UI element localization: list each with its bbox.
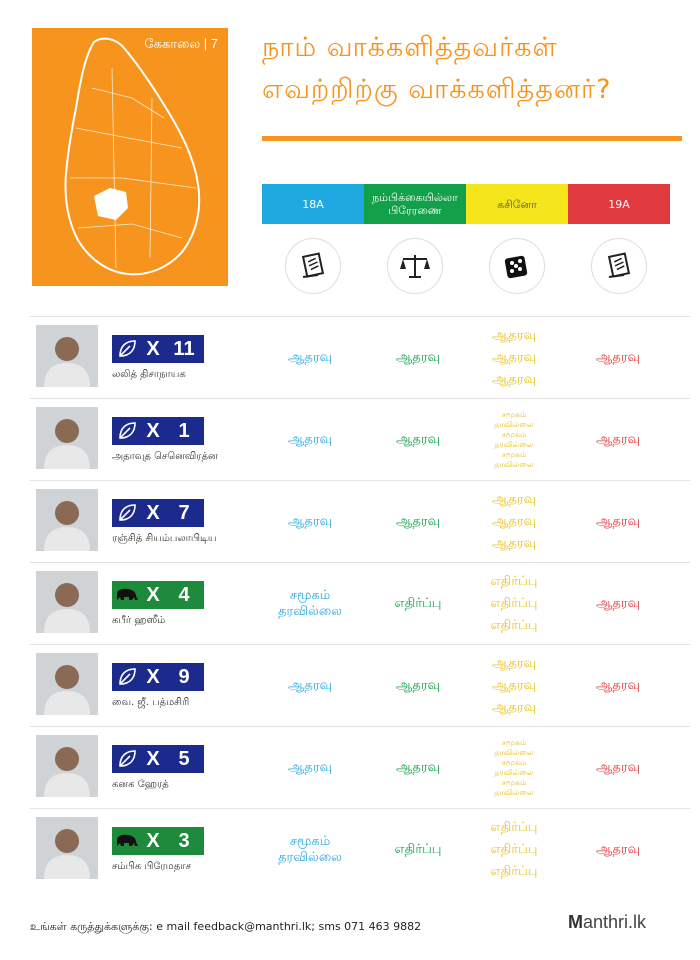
preference-number: 11: [173, 337, 195, 360]
vote-19a: [568, 317, 668, 399]
vote-text: ஆதரவு: [287, 350, 333, 365]
candidate-photo: [36, 653, 98, 715]
table-row: [30, 480, 690, 562]
vote-text: தரவில்லை: [278, 850, 342, 865]
vote-19a: [568, 645, 668, 727]
preference-number: 5: [178, 747, 190, 770]
vote-casino: [464, 563, 564, 645]
preference-mark: X: [146, 747, 160, 770]
preference-number: 3: [178, 829, 190, 852]
preference-mark: X: [146, 829, 160, 852]
page-title-line1: நாம் வாக்களித்தவர்கள்: [262, 32, 558, 63]
vote-text: ஆதரவு: [287, 514, 333, 529]
district-map-panel: [32, 28, 228, 286]
brand-logo: Manthri.lk: [567, 912, 646, 932]
vote-text: தரவில்லை: [494, 788, 534, 797]
vote-text: எதிர்ப்பு: [490, 618, 538, 633]
column-header-18a: 18A: [262, 184, 364, 224]
vote-text: ஆதரவு: [595, 350, 641, 365]
vote-text: ஆதரவு: [491, 536, 537, 551]
vote-19a: [568, 727, 668, 809]
vote-text: ஆதரவு: [595, 596, 641, 611]
page-title-line2: எவற்றிற்கு வாக்களித்தனர்?: [262, 74, 612, 105]
candidate-photo: [36, 817, 98, 879]
preference-mark: X: [146, 337, 160, 360]
vote-18a: [260, 399, 360, 481]
vote-text: சமூகம்: [501, 758, 527, 767]
district-label: கேகாலை | 7: [144, 36, 218, 51]
vote-text: ஆதரவு: [491, 492, 537, 507]
vote-text: சமூகம்: [501, 738, 527, 747]
vote-casino: [464, 727, 564, 809]
vote-text: ஆதரவு: [595, 514, 641, 529]
vote-text: எதிர்ப்பு: [490, 864, 538, 879]
vote-casino: [464, 481, 564, 563]
vote-text: எதிர்ப்பு: [490, 820, 538, 835]
candidate-name: வை. ஜீ. பத்மசிரி: [112, 697, 190, 708]
dice-icon: [489, 238, 545, 294]
vote-text: எதிர்ப்பு: [394, 596, 442, 611]
candidate-photo: [36, 325, 98, 387]
preference-number: 7: [178, 501, 190, 524]
candidate-name: அதாவுத செனெவிரத்ன: [112, 451, 218, 462]
vote-text: ஆதரவு: [491, 372, 537, 387]
table-row: [30, 726, 690, 808]
vote-18a: [260, 645, 360, 727]
vote-text: ஆதரவு: [491, 700, 537, 715]
sri-lanka-map: [32, 28, 228, 286]
vote-no-confidence: [368, 317, 468, 399]
vote-text: ஆதரவு: [595, 842, 641, 857]
vote-18a: [260, 481, 360, 563]
vote-text: தரவில்லை: [494, 768, 534, 777]
vote-no-confidence: [368, 563, 468, 645]
vote-text: ஆதரவு: [595, 678, 641, 693]
vote-text: சமூகம்: [501, 410, 527, 419]
leaf-icon: [112, 417, 142, 445]
table-row: [30, 808, 690, 890]
vote-18a: [260, 809, 360, 891]
vote-18a: [260, 317, 360, 399]
vote-casino: [464, 317, 564, 399]
title-divider: [262, 136, 682, 141]
vote-text: சமூகம்: [501, 450, 527, 459]
vote-text: ஆதரவு: [395, 432, 441, 447]
vote-text: எதிர்ப்பு: [490, 842, 538, 857]
vote-casino: [464, 645, 564, 727]
preference-number: 4: [178, 583, 190, 606]
vote-text: ஆதரவு: [491, 514, 537, 529]
vote-text: எதிர்ப்பு: [490, 596, 538, 611]
vote-casino: [464, 399, 564, 481]
candidate-name: கனக ஹேரத்: [112, 779, 169, 790]
vote-text: ஆதரவு: [395, 514, 441, 529]
vote-text: ஆதரவு: [491, 678, 537, 693]
vote-text: ஆதரவு: [395, 760, 441, 775]
vote-text: சமூகம்: [289, 588, 331, 603]
vote-text: ஆதரவு: [491, 350, 537, 365]
vote-text: ஆதரவு: [595, 760, 641, 775]
candidate-photo: [36, 489, 98, 551]
vote-text: ஆதரவு: [287, 678, 333, 693]
vote-no-confidence: [368, 809, 468, 891]
candidate-photo: [36, 735, 98, 797]
vote-19a: [568, 481, 668, 563]
candidate-name: லலித் திசாநாயக: [112, 369, 186, 380]
candidate-name: சம்பிக பிரேமதாச: [112, 861, 191, 872]
column-header-casino: கசினோ: [466, 184, 568, 224]
preference-mark: X: [146, 665, 160, 688]
elephant-icon: [112, 581, 142, 609]
preference-number: 9: [178, 665, 190, 688]
vote-text: சமூகம்: [501, 778, 527, 787]
leaf-icon: [112, 745, 142, 773]
vote-18a: [260, 727, 360, 809]
vote-no-confidence: [368, 481, 468, 563]
vote-text: தரவில்லை: [494, 420, 534, 429]
party-number-badge: [112, 335, 204, 363]
feedback-footer: உங்கள் கருத்துக்களுக்கு: e mail feedback@manthri.lk; sms 071 463 9882: [30, 920, 422, 933]
vote-19a: [568, 809, 668, 891]
vote-no-confidence: [368, 727, 468, 809]
vote-text: எதிர்ப்பு: [490, 574, 538, 589]
table-row: [30, 562, 690, 644]
vote-text: ஆதரவு: [491, 328, 537, 343]
vote-text: ஆதரவு: [287, 760, 333, 775]
document-icon: [285, 238, 341, 294]
vote-text: எதிர்ப்பு: [394, 842, 442, 857]
vote-18a: [260, 563, 360, 645]
vote-no-confidence: [368, 399, 468, 481]
vote-text: ஆதரவு: [395, 350, 441, 365]
party-number-badge: [112, 663, 204, 691]
vote-text: சமூகம்: [289, 834, 331, 849]
column-header-no-confidence: நம்பிக்கையில்லா பிரேரணை: [364, 184, 466, 224]
vote-text: ஆதரவு: [595, 432, 641, 447]
preference-mark: X: [146, 501, 160, 524]
vote-text: ஆதரவு: [491, 656, 537, 671]
vote-text: தரவில்லை: [278, 604, 342, 619]
candidate-photo: [36, 407, 98, 469]
candidate-photo: [36, 571, 98, 633]
vote-no-confidence: [368, 645, 468, 727]
candidate-name: கபீர் ஹஸீம்: [112, 615, 166, 626]
party-number-badge: [112, 827, 204, 855]
vote-casino: [464, 809, 564, 891]
vote-text: சமூகம்: [501, 430, 527, 439]
vote-19a: [568, 563, 668, 645]
vote-text: தரவில்லை: [494, 748, 534, 757]
vote-text: தரவில்லை: [494, 440, 534, 449]
preference-mark: X: [146, 583, 160, 606]
preference-mark: X: [146, 419, 160, 442]
vote-text: ஆதரவு: [395, 678, 441, 693]
leaf-icon: [112, 499, 142, 527]
vote-19a: [568, 399, 668, 481]
column-header-19a: 19A: [568, 184, 670, 224]
table-row: [30, 398, 690, 480]
candidate-name: ரஞ்சித் சியம்பலாபிடிய: [112, 533, 217, 544]
vote-text: தரவில்லை: [494, 460, 534, 469]
leaf-icon: [112, 663, 142, 691]
party-number-badge: [112, 499, 204, 527]
elephant-icon: [112, 827, 142, 855]
preference-number: 1: [178, 419, 190, 442]
party-number-badge: [112, 417, 204, 445]
document-icon: [591, 238, 647, 294]
table-row: [30, 316, 690, 398]
highlighted-district: [94, 188, 128, 220]
leaf-icon: [112, 335, 142, 363]
party-number-badge: [112, 745, 204, 773]
vote-text: ஆதரவு: [287, 432, 333, 447]
party-number-badge: [112, 581, 204, 609]
scales-icon: [387, 238, 443, 294]
table-row: [30, 644, 690, 726]
